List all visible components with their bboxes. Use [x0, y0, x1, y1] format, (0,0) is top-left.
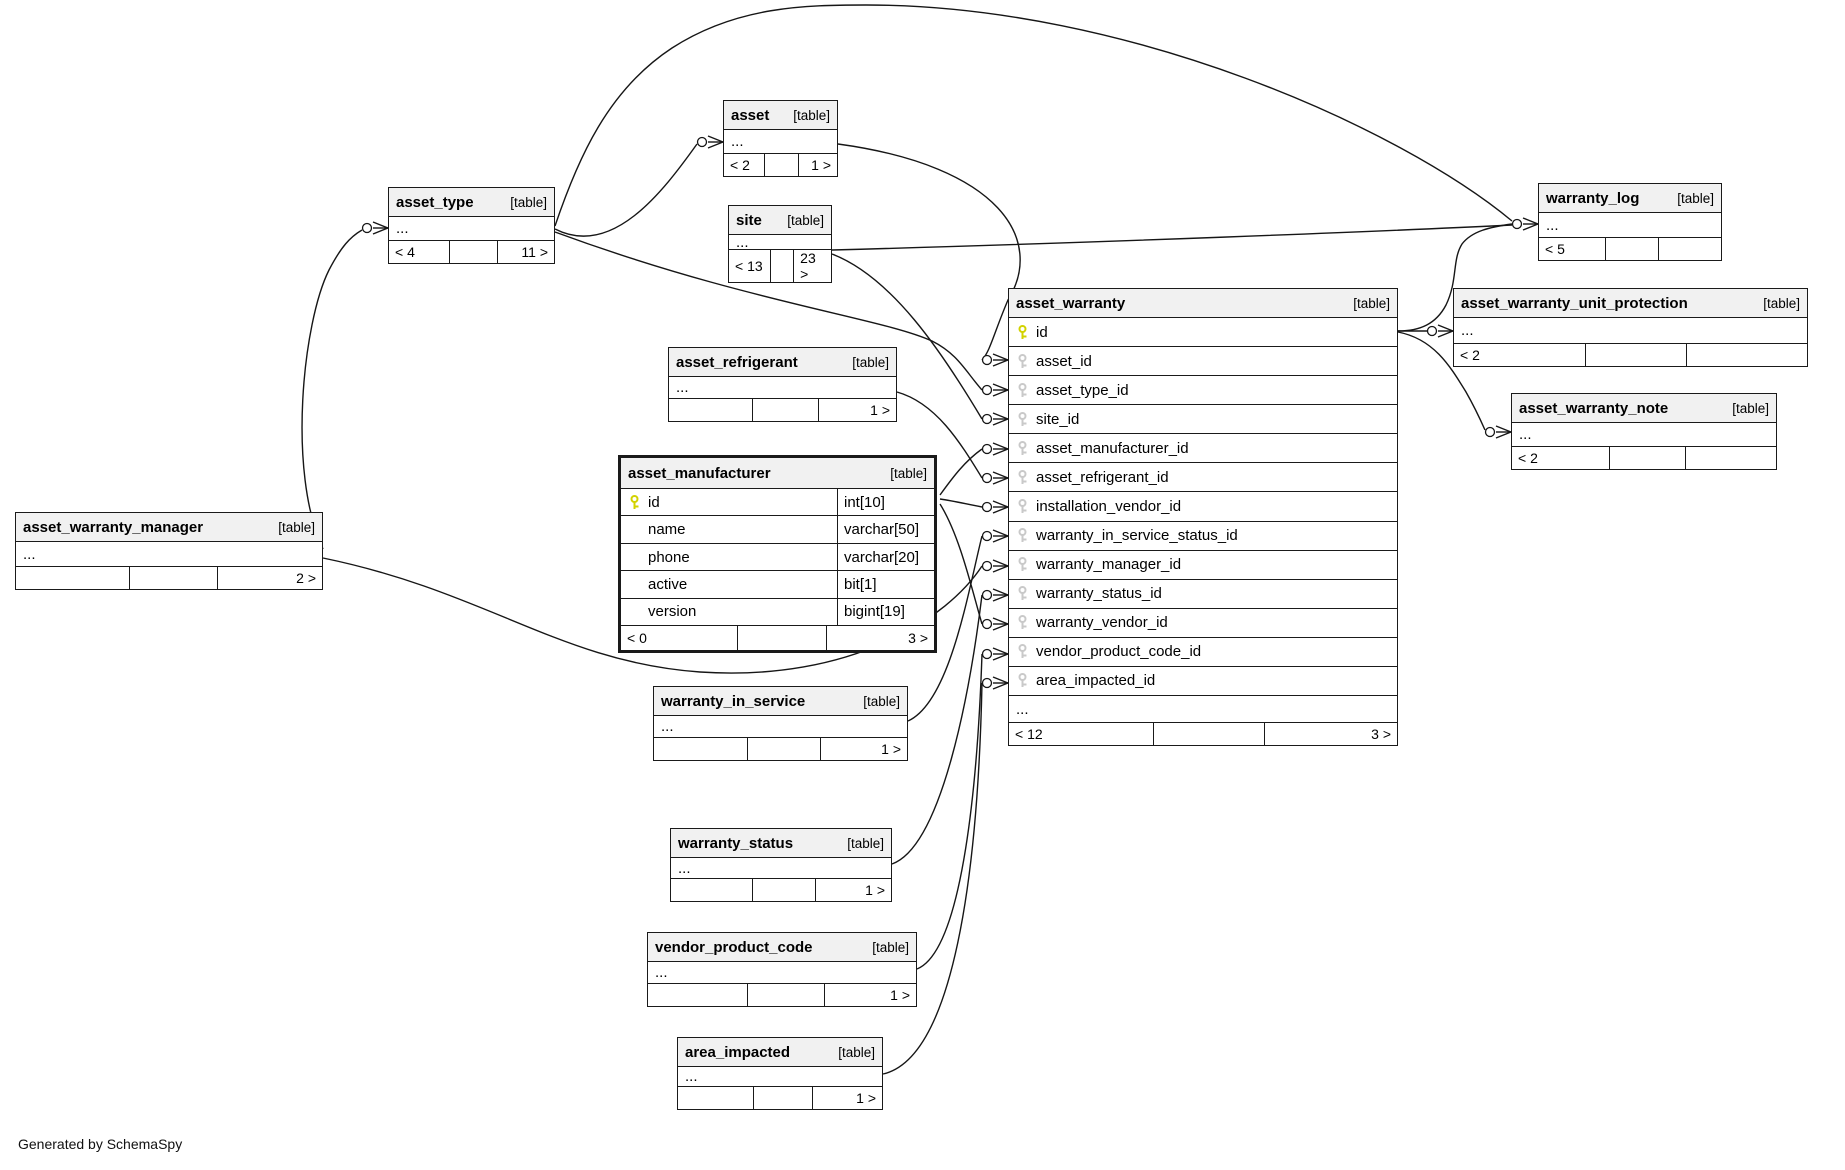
relationship-curve-site-to-warranty_log: [832, 225, 1512, 250]
table-footer: [729, 250, 831, 282]
column-name: installation_vendor_id: [1036, 498, 1182, 515]
table-node-asset_warranty_manager[interactable]: [15, 512, 323, 590]
footer-exported-count: 1 >: [865, 882, 885, 898]
child-connector-asset_warranty.warranty_status_id: [983, 589, 1009, 601]
foreign-key-icon: [1016, 586, 1029, 601]
footer-exported-count: 1 >: [881, 741, 901, 757]
footer-exported-count: 3 >: [908, 630, 928, 646]
primary-key-icon: [1016, 325, 1029, 340]
child-connector-asset: [698, 136, 724, 148]
table-node-asset[interactable]: [723, 100, 838, 177]
table-footer: [1539, 238, 1721, 260]
table-header: [648, 933, 916, 962]
table-node-site[interactable]: [728, 205, 832, 283]
foreign-key-icon: [1016, 528, 1029, 543]
column-name: warranty_manager_id: [1036, 556, 1182, 574]
relationship-curve-asset_type-to-warranty_log: [555, 5, 1512, 226]
ellipsis-row: ...: [1539, 213, 1721, 238]
table-header: [669, 348, 896, 377]
table-footer: [1454, 344, 1807, 366]
ellipsis-row: ...: [654, 716, 907, 738]
column-row-asset_refrigerant_id: [1009, 463, 1397, 492]
table-node-asset_refrigerant[interactable]: [668, 347, 897, 422]
table-footer: [654, 738, 907, 760]
table-tag: [table]: [872, 939, 909, 955]
table-tag: [table]: [510, 194, 547, 210]
table-header: [1009, 289, 1397, 318]
footer-exported-count: 1 >: [870, 402, 890, 418]
table-footer: [724, 154, 837, 176]
foreign-key-icon: [1016, 673, 1029, 688]
child-connector-asset_warranty.warranty_in_service_status_id: [983, 530, 1009, 542]
footer-center-cell: [1609, 447, 1686, 469]
ellipsis-row: ...: [16, 542, 322, 567]
ellipsis-row: ...: [729, 235, 831, 250]
column-row-warranty_vendor_id: [1009, 609, 1397, 638]
table-header: [1539, 184, 1721, 213]
relationship-curve-vendor_product_code-to-asset_warranty.vendor_product_code_id: [917, 654, 982, 969]
table-columns: [729, 235, 831, 250]
footer-center-cell: [753, 1087, 813, 1109]
column-name: id: [648, 493, 660, 511]
footer-exported-count: 23 >: [800, 250, 816, 282]
column-row-site_id: [1009, 405, 1397, 434]
table-name: site: [736, 211, 762, 229]
child-connector-asset_warranty.warranty_vendor_id: [983, 618, 1009, 630]
foreign-key-icon: [1016, 354, 1029, 369]
foreign-key-icon: [1016, 615, 1029, 630]
table-tag: [table]: [863, 693, 900, 709]
table-tag: [table]: [1353, 295, 1390, 311]
foreign-key-icon: [1016, 499, 1029, 514]
footer-exported-count: 11 >: [521, 244, 548, 260]
column-row-asset_id: [1009, 347, 1397, 376]
footer-center-cell: [449, 241, 498, 263]
table-node-warranty_status[interactable]: [670, 828, 892, 902]
table-columns: [1539, 213, 1721, 238]
column-name: active: [648, 575, 688, 593]
footer-imported-count: < 2: [730, 157, 750, 173]
footer-center-cell: [1585, 344, 1687, 366]
footer-center-cell: [1605, 238, 1659, 260]
table-footer: [1512, 447, 1776, 469]
table-columns: [724, 130, 837, 154]
table-tag: [table]: [838, 1044, 875, 1060]
table-node-asset_type[interactable]: [388, 187, 555, 264]
table-columns: [1454, 318, 1807, 344]
table-name: asset: [731, 106, 770, 124]
table-footer: [669, 399, 896, 421]
table-header: [1512, 394, 1776, 423]
footer-imported-count: [669, 399, 752, 421]
child-connector-asset_warranty.site_id: [983, 413, 1009, 425]
primary-key-icon: [628, 495, 641, 510]
table-name: area_impacted: [685, 1043, 791, 1061]
table-columns: [648, 962, 916, 984]
table-header: [654, 687, 907, 716]
column-row-warranty_manager_id: [1009, 551, 1397, 580]
ellipsis-row: ...: [669, 377, 896, 399]
ellipsis-row: ...: [648, 962, 916, 984]
column-type: varchar[20]: [837, 544, 934, 570]
footer-exported-count: 1 >: [856, 1090, 876, 1106]
column-row-warranty_in_service_status_id: [1009, 522, 1397, 551]
table-columns: [669, 377, 896, 399]
footer-exported-count: [1659, 238, 1721, 260]
footer-exported-count: 1 >: [890, 987, 910, 1003]
foreign-key-icon: [1016, 412, 1029, 427]
table-node-asset_warranty_note[interactable]: [1511, 393, 1777, 470]
relationship-curve-asset_manufacturer-to-asset_warranty.asset_manufacturer_id: [940, 449, 982, 495]
table-tag: [table]: [890, 465, 927, 481]
table-tag: [table]: [1677, 190, 1714, 206]
table-header: [389, 188, 554, 217]
table-name: vendor_product_code: [655, 938, 813, 956]
column-row-version: [621, 599, 934, 626]
table-tag: [table]: [278, 519, 315, 535]
table-header: [678, 1038, 882, 1067]
relationship-curve-asset_type-to-asset: [555, 144, 697, 236]
child-connector-asset_warranty.asset_refrigerant_id: [983, 472, 1009, 484]
relationship-curve-asset_warranty_manager-to-asset_type: [302, 230, 362, 549]
footer-center-cell: [747, 738, 821, 760]
ellipsis-row: ...: [1454, 318, 1807, 344]
footer-exported-count: 3 >: [1371, 726, 1391, 742]
footer-imported-count: [648, 984, 747, 1006]
table-name: asset_warranty_note: [1519, 399, 1669, 417]
footer-exported-count: [1686, 447, 1776, 469]
table-tag: [table]: [847, 835, 884, 851]
column-row-id: [621, 489, 934, 516]
table-columns: [654, 716, 907, 738]
footer-imported-count: < 2: [1460, 347, 1480, 363]
column-type: int[10]: [837, 489, 934, 515]
table-tag: [table]: [1732, 400, 1769, 416]
column-name: asset_id: [1036, 352, 1092, 370]
table-footer: [389, 241, 554, 263]
table-node-warranty_in_service[interactable]: [653, 686, 908, 761]
column-name: warranty_status_id: [1036, 585, 1162, 603]
table-node-area_impacted[interactable]: [677, 1037, 883, 1110]
table-header: [729, 206, 831, 235]
ellipsis-row: ...: [1009, 696, 1397, 723]
column-row-active: [621, 571, 934, 598]
ellipsis-row: ...: [724, 130, 837, 154]
column-row-asset_type_id: [1009, 376, 1397, 405]
table-columns: [389, 217, 554, 241]
footer-center-cell: [747, 984, 825, 1006]
column-name: warranty_in_service_status_id: [1036, 527, 1238, 545]
column-name: site_id: [1036, 410, 1080, 428]
ellipsis-row: ...: [678, 1067, 882, 1087]
footer-imported-count: [16, 567, 129, 589]
column-row-area_impacted_id: [1009, 667, 1397, 696]
table-tag: [table]: [787, 212, 824, 228]
table-columns: [671, 858, 891, 879]
table-name: asset_type: [396, 193, 474, 211]
column-name: id: [1036, 323, 1048, 341]
child-connector-asset_warranty.vendor_product_code_id: [983, 648, 1009, 660]
table-columns: [621, 489, 934, 626]
footer-imported-count: < 12: [1015, 726, 1043, 742]
table-footer: [1009, 723, 1397, 745]
child-connector-asset_warranty.asset_type_id: [983, 384, 1009, 396]
child-connector-asset_warranty.area_impacted_id: [983, 677, 1009, 689]
table-name: asset_refrigerant: [676, 353, 798, 371]
child-connector-asset_warranty.installation_vendor_id: [983, 501, 1009, 513]
child-connector-asset_type: [363, 222, 389, 234]
column-name: phone: [648, 548, 690, 566]
footer-center-cell: [752, 399, 819, 421]
child-connector-asset_warranty_unit_protection: [1428, 325, 1454, 337]
table-name: warranty_log: [1546, 189, 1640, 207]
column-name: version: [648, 603, 697, 621]
footer-imported-count: [671, 879, 752, 901]
generated-by-note: Generated by SchemaSpy: [18, 1136, 183, 1152]
column-row-vendor_product_code_id: [1009, 638, 1397, 667]
relationship-curve-asset-to-asset_warranty.asset_id: [838, 144, 1020, 360]
table-node-vendor_product_code[interactable]: [647, 932, 917, 1007]
table-name: asset_warranty_unit_protection: [1461, 294, 1688, 312]
table-header: [1454, 289, 1807, 318]
column-name: area_impacted_id: [1036, 672, 1156, 690]
footer-center-cell: [1153, 723, 1265, 745]
table-name: asset_warranty: [1016, 294, 1126, 312]
foreign-key-icon: [1016, 383, 1029, 398]
table-tag: [table]: [852, 354, 889, 370]
foreign-key-icon: [1016, 644, 1029, 659]
footer-center-cell: [764, 154, 799, 176]
footer-center-cell: [752, 879, 817, 901]
column-type: varchar[50]: [837, 516, 934, 542]
table-node-asset_warranty[interactable]: [1008, 288, 1398, 746]
footer-imported-count: < 5: [1545, 241, 1565, 257]
foreign-key-icon: [1016, 441, 1029, 456]
ellipsis-row: ...: [389, 217, 554, 241]
table-name: asset_manufacturer: [628, 464, 771, 482]
table-footer: [621, 626, 934, 650]
table-tag: [table]: [1763, 295, 1800, 311]
footer-imported-count: < 13: [735, 258, 763, 274]
footer-imported-count: < 2: [1518, 450, 1538, 466]
table-footer: [671, 879, 891, 901]
column-name: warranty_vendor_id: [1036, 614, 1168, 632]
table-node-asset_manufacturer[interactable]: [618, 455, 937, 653]
table-columns: [1512, 423, 1776, 447]
child-connector-asset_warranty.asset_id: [983, 354, 1009, 366]
column-name: name: [648, 521, 686, 539]
child-connector-asset_warranty.warranty_manager_id: [983, 560, 1009, 572]
footer-center-cell: [129, 567, 218, 589]
table-header: [671, 829, 891, 858]
table-header: [621, 458, 934, 489]
footer-exported-count: 1 >: [811, 157, 831, 173]
ellipsis-row: ...: [671, 858, 891, 879]
footer-exported-count: [1687, 344, 1807, 366]
table-tag: [table]: [793, 107, 830, 123]
table-header: [724, 101, 837, 130]
table-columns: [16, 542, 322, 567]
foreign-key-icon: [1016, 557, 1029, 572]
footer-imported-count: [654, 738, 747, 760]
child-connector-asset_warranty.asset_manufacturer_id: [983, 443, 1009, 455]
footer-exported-count: 2 >: [296, 570, 316, 586]
column-name: asset_manufacturer_id: [1036, 439, 1189, 457]
column-row-installation_vendor_id: [1009, 492, 1397, 521]
child-connector-asset_warranty_note: [1486, 426, 1512, 438]
column-name: asset_refrigerant_id: [1036, 468, 1169, 486]
column-row-warranty_status_id: [1009, 580, 1397, 609]
footer-center-cell: [770, 250, 795, 282]
column-type: bigint[19]: [837, 599, 934, 625]
table-name: warranty_status: [678, 834, 794, 852]
column-type: bit[1]: [837, 571, 934, 597]
column-row-name: [621, 516, 934, 543]
column-name: asset_type_id: [1036, 381, 1129, 399]
column-row-id: [1009, 318, 1397, 347]
column-row-asset_manufacturer_id: [1009, 434, 1397, 463]
column-name: vendor_product_code_id: [1036, 643, 1202, 661]
footer-imported-count: < 4: [395, 244, 415, 260]
footer-imported-count: [678, 1087, 753, 1109]
table-columns: [678, 1067, 882, 1087]
table-name: warranty_in_service: [661, 692, 806, 710]
table-footer: [16, 567, 322, 589]
foreign-key-icon: [1016, 470, 1029, 485]
child-connector-warranty_log: [1513, 218, 1539, 230]
table-node-asset_warranty_unit_protection[interactable]: [1453, 288, 1808, 367]
column-row-phone: [621, 544, 934, 571]
relationship-curve-asset_manufacturer-to-asset_warranty.installation_vendor_id: [940, 499, 982, 507]
footer-center-cell: [737, 626, 828, 650]
footer-imported-count: < 0: [627, 630, 647, 646]
table-header: [16, 513, 322, 542]
table-footer: [678, 1087, 882, 1109]
ellipsis-row: ...: [1512, 423, 1776, 447]
table-footer: [648, 984, 916, 1006]
table-columns: [1009, 318, 1397, 723]
table-name: asset_warranty_manager: [23, 518, 204, 536]
table-node-warranty_log[interactable]: [1538, 183, 1722, 261]
